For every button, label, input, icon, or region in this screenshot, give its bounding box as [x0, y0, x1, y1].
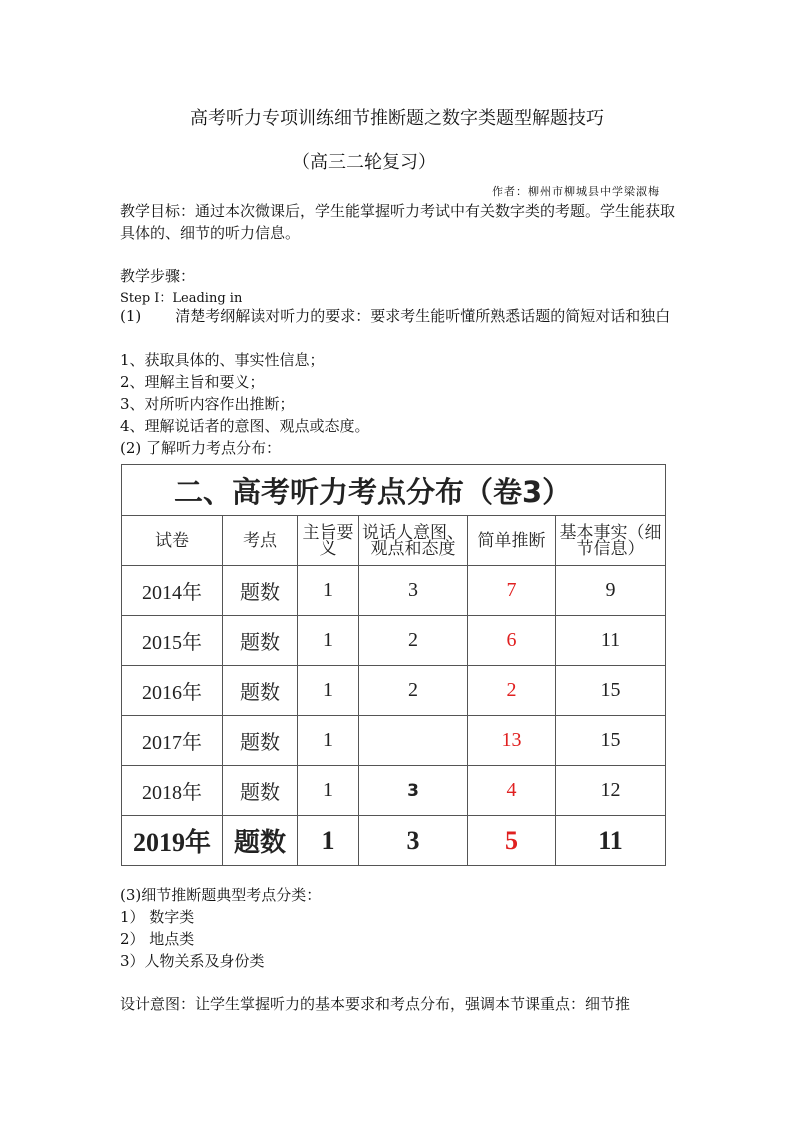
- step-one-heading: Step I：Leading in: [120, 291, 243, 306]
- label-cell: 题数: [223, 716, 298, 766]
- header-cell: 说话人意图、观点和态度: [359, 516, 468, 566]
- header-cell: 基本事实（细节信息）: [556, 516, 666, 566]
- exam-points-table: [121, 464, 666, 866]
- count-cell: 12: [556, 766, 666, 816]
- header-cell: 试卷: [122, 516, 223, 566]
- count-cell: 1: [298, 816, 359, 866]
- header-cell: 简单推断: [468, 516, 556, 566]
- year-cell: 2014年: [122, 566, 223, 616]
- year-cell: 2016年: [122, 666, 223, 716]
- requirement-item: 1、获取具体的、事实性信息；: [120, 351, 325, 369]
- count-cell: 13: [468, 716, 556, 766]
- count-cell: 2: [468, 666, 556, 716]
- design-intent: 设计意图：让学生掌握听力的基本要求和考点分布，强调本节课重点：细节推: [120, 995, 631, 1013]
- count-cell: 7: [468, 566, 556, 616]
- count-cell: 6: [468, 616, 556, 666]
- count-cell: 4: [468, 766, 556, 816]
- point-two: (2) 了解听力考点分布：: [120, 439, 282, 457]
- count-cell: 2: [359, 616, 468, 666]
- count-cell: 3: [359, 766, 468, 816]
- category-item: 2） 地点类: [120, 930, 195, 948]
- count-cell: 1: [298, 716, 359, 766]
- year-cell: 2018年: [122, 766, 223, 816]
- count-cell: 15: [556, 666, 666, 716]
- count-cell: [359, 716, 468, 766]
- point-one-number: (1): [120, 307, 142, 325]
- table-row: [122, 566, 666, 616]
- count-cell: 1: [298, 766, 359, 816]
- teaching-goal: 教学目标：通过本次微课后，学生能掌握听力考试中有关数字类的考题。学生能获取具体的、细节的听力信息。: [120, 202, 676, 242]
- requirement-item: 2、理解主旨和要义；: [120, 373, 265, 391]
- count-cell: 9: [556, 566, 666, 616]
- page-subtitle: （高三二轮复习）: [292, 152, 436, 173]
- count-cell: 1: [298, 616, 359, 666]
- point-three: (3)细节推断题典型考点分类：: [120, 886, 322, 904]
- category-item: 1） 数字类: [120, 908, 195, 926]
- table-row: [122, 816, 666, 866]
- table-row: [122, 616, 666, 666]
- count-cell: 11: [556, 816, 666, 866]
- table-row: [122, 716, 666, 766]
- label-cell: 题数: [223, 566, 298, 616]
- table-caption: 二、高考听力考点分布（卷3）: [122, 465, 666, 516]
- header-cell: 考点: [223, 516, 298, 566]
- header-cell: 主旨要义: [298, 516, 359, 566]
- count-cell: 2: [359, 666, 468, 716]
- label-cell: 题数: [223, 816, 298, 866]
- category-item: 3）人物关系及身份类: [120, 952, 265, 970]
- year-cell: 2019年: [122, 816, 223, 866]
- requirement-item: 3、对所听内容作出推断；: [120, 395, 295, 413]
- count-cell: 15: [556, 716, 666, 766]
- steps-label: 教学步骤：: [120, 267, 196, 285]
- table-row: [122, 666, 666, 716]
- count-cell: 1: [298, 666, 359, 716]
- point-one: [120, 305, 680, 327]
- count-cell: 11: [556, 616, 666, 666]
- page-title: 高考听力专项训练细节推断题之数字类题型解题技巧: [190, 108, 604, 129]
- table-row: [122, 766, 666, 816]
- label-cell: 题数: [223, 666, 298, 716]
- count-cell: 3: [359, 566, 468, 616]
- year-cell: 2017年: [122, 716, 223, 766]
- label-cell: 题数: [223, 616, 298, 666]
- label-cell: 题数: [223, 766, 298, 816]
- author-line: 作者：柳州市柳城县中学梁淑梅: [492, 185, 660, 198]
- year-cell: 2015年: [122, 616, 223, 666]
- point-one-text: 清楚考纲解读对听力的要求：要求考生能听懂所熟悉话题的简短对话和独白: [175, 307, 671, 325]
- count-cell: 3: [359, 816, 468, 866]
- count-cell: 5: [468, 816, 556, 866]
- count-cell: 1: [298, 566, 359, 616]
- requirement-item: 4、理解说话者的意图、观点或态度。: [120, 417, 370, 435]
